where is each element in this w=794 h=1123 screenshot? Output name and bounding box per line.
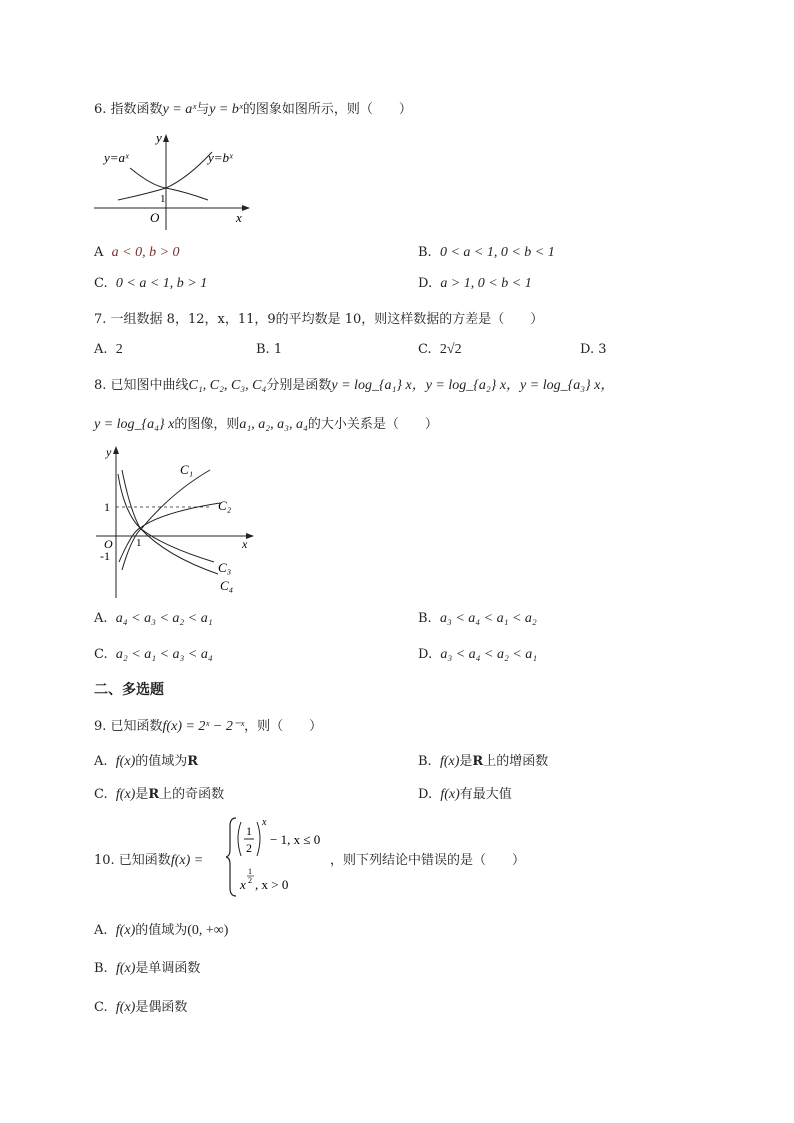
q10-case-2: , x > 0: [255, 877, 289, 892]
q10-case-1: − 1, x ≤ 0: [270, 832, 321, 847]
q6-y-label: y: [156, 130, 162, 145]
svg-text:1: 1: [246, 824, 252, 838]
q8-option-a-letter: A.: [94, 611, 108, 626]
q6-expr-a: y = aˣ: [162, 102, 197, 117]
q9-option-c-expr: f(x): [115, 787, 136, 802]
q9-option-c-set: R: [148, 787, 160, 802]
q8-one-y-label: 1: [104, 500, 110, 514]
q6-one-label: 1: [160, 193, 166, 205]
q9-option-b-set: R: [472, 754, 484, 769]
q8-label-c3: C₃: [218, 560, 232, 575]
q8-y-label: y: [106, 445, 112, 459]
q8-curve-c1: [122, 470, 210, 570]
q8-option-b-letter: B.: [418, 611, 432, 626]
q7-stem: 7. 一组数据 8，12，x，11，9的平均数是 10，则这样数据的方差是（ ）: [94, 312, 544, 327]
q8-label-c2: C₂: [218, 498, 232, 513]
q9-option-b-expr: f(x): [439, 754, 460, 769]
q6-option-d[interactable]: [418, 276, 532, 292]
q7-option-d-expr: 3: [598, 342, 607, 357]
q8-neg-one-label: -1: [100, 549, 110, 563]
q7-option-d[interactable]: [580, 342, 607, 357]
q9-option-c-letter: C.: [94, 787, 108, 802]
q6-expr-b: y = bˣ: [209, 102, 243, 117]
section-title: 二、多选题: [94, 682, 164, 698]
q6-option-c-expr: 0 < a < 1, b > 1: [115, 276, 208, 291]
svg-text:2: 2: [248, 876, 252, 885]
q6-option-c-letter: C.: [94, 276, 108, 291]
q9-stem: [94, 715, 322, 735]
q6-option-c[interactable]: [94, 276, 207, 292]
q8-option-d-letter: D.: [418, 647, 433, 662]
q8-one-x-label: 1: [136, 537, 142, 549]
q6-option-a-letter: A: [94, 245, 104, 260]
q6-origin-label: O: [150, 210, 160, 225]
q9-option-b-text2: 上的增函数: [483, 754, 549, 769]
q8-functions: y = log_{a₁} x，y = log_{a₂} x，y = log_{a₃} x，: [331, 378, 615, 393]
q8-text-2: 分别是函数: [266, 378, 332, 393]
q10-option-b-text: 是单调函数: [135, 961, 201, 976]
q8-option-b[interactable]: [418, 611, 537, 627]
q6-stem: [94, 98, 412, 118]
q9-option-a-text: 的值域为: [135, 754, 188, 769]
q8-text-1: 8. 已知图中曲线: [94, 378, 189, 393]
q9-option-d[interactable]: [418, 783, 512, 803]
q9-text-2: ，则（ ）: [244, 719, 323, 734]
q8-option-d[interactable]: [418, 647, 537, 663]
q8-stem-line-1: [94, 374, 614, 394]
q6-y-arrow-icon: [163, 134, 169, 142]
q10-paren-right-icon: [257, 822, 260, 856]
q10-brace-icon: [226, 818, 236, 896]
q10-paren-left-icon: [238, 822, 241, 856]
q7-option-a-letter: A.: [94, 342, 108, 357]
q6-stem-text-3: 的图象如图所示，则（ ）: [242, 102, 412, 117]
q6-stem-text-1: 指数函数: [110, 102, 163, 117]
q6-option-d-letter: D.: [418, 276, 433, 291]
q8-option-d-expr: a₃ < a₄ < a₂ < a₁: [440, 647, 538, 662]
q6-graph: [90, 128, 260, 236]
q8-graph: [92, 440, 264, 602]
q10-text-1: 10. 已知函数: [94, 853, 171, 868]
q8-curve-c2: [119, 503, 220, 562]
q10-piecewise: [226, 816, 328, 898]
q6-option-d-expr: a > 1, 0 < b < 1: [440, 276, 532, 291]
q6-option-a[interactable]: [94, 245, 180, 261]
q6-stem-text-2: 与: [196, 102, 210, 117]
q10-option-a-expr: f(x): [115, 923, 136, 938]
svg-text:2: 2: [246, 841, 252, 855]
q10-option-a-range: (0, +∞): [187, 923, 229, 938]
q6-option-b[interactable]: [418, 245, 555, 261]
svg-text:x: x: [262, 817, 267, 828]
q9-option-b[interactable]: [418, 750, 548, 770]
q6-x-label: x: [236, 210, 242, 225]
q6-number: 6.: [94, 102, 107, 117]
q10-option-b[interactable]: [94, 957, 200, 977]
q7-option-b-letter: B.: [256, 342, 270, 357]
q7-option-a-expr: 2: [115, 342, 123, 357]
q9-option-a-expr: f(x): [115, 754, 136, 769]
q8-option-b-expr: a₃ < a₄ < a₁ < a₂: [439, 611, 537, 626]
q8-option-a-expr: a₄ < a₃ < a₂ < a₁: [115, 611, 213, 626]
q10-option-c-text: 是偶函数: [135, 1000, 188, 1015]
q8-stem-line-2: [94, 413, 438, 433]
q6-label-a: y=aˣ: [104, 150, 129, 165]
q10-fx: f(x) =: [170, 853, 204, 868]
svg-text:1: 1: [248, 867, 252, 876]
q9-expr: f(x) = 2ˣ − 2⁻ˣ: [162, 719, 245, 734]
q8-label-c4: C₄: [220, 578, 234, 593]
q9-option-d-text: 有最大值: [459, 787, 512, 802]
q7-option-c-expr: 2√2: [439, 342, 462, 357]
q7-option-c[interactable]: [418, 342, 462, 358]
q6-option-a-expr: a < 0, b > 0: [111, 245, 180, 260]
q8-option-c-letter: C.: [94, 647, 108, 662]
q7-option-a[interactable]: [94, 342, 123, 358]
q7-option-d-letter: D.: [580, 342, 595, 357]
q8-curve-names: C₁, C₂, C₃, C₄: [188, 378, 267, 393]
q8-origin-label: O: [104, 537, 113, 551]
q10-option-c[interactable]: [94, 996, 187, 1016]
q9-option-b-text: 是: [459, 754, 473, 769]
q8-option-c-expr: a₂ < a₁ < a₃ < a₄: [115, 647, 213, 662]
q9-text-1: 9. 已知函数: [94, 719, 163, 734]
q10-option-a[interactable]: [94, 919, 228, 939]
q6-curve-a: [130, 168, 208, 200]
q10-option-b-letter: B.: [94, 961, 108, 976]
q6-label-b: y=bˣ: [208, 150, 233, 165]
q8-option-c[interactable]: [94, 647, 213, 663]
q8-text-3: 的图像，则: [174, 417, 240, 432]
q9-option-c-text2: 上的奇函数: [159, 787, 225, 802]
q9-option-d-letter: D.: [418, 787, 433, 802]
q8-x-label: x: [242, 537, 248, 551]
q8-text-4: 的大小关系是（ ）: [307, 417, 438, 432]
q9-option-d-expr: f(x): [440, 787, 460, 802]
q9-option-b-letter: B.: [418, 754, 432, 769]
q9-option-c[interactable]: [94, 783, 224, 803]
q7-option-b[interactable]: [256, 342, 282, 357]
q6-x-arrow-icon: [242, 205, 250, 211]
q8-label-c1: C₁: [180, 462, 194, 477]
q10-option-a-letter: A.: [94, 923, 108, 938]
q7-option-b-expr: 1: [273, 342, 283, 357]
q10-option-c-expr: f(x): [115, 1000, 136, 1015]
q9-option-a[interactable]: [94, 750, 198, 770]
q9-option-c-text: 是: [135, 787, 149, 802]
q10-option-c-letter: C.: [94, 1000, 108, 1015]
q6-option-b-expr: 0 < a < 1, 0 < b < 1: [439, 245, 555, 260]
q9-option-a-letter: A.: [94, 754, 108, 769]
q10-stem-tail: ，则下列结论中错误的是（ ）: [330, 853, 526, 868]
q8-option-a[interactable]: [94, 611, 213, 627]
q8-y-arrow-icon: [113, 446, 119, 454]
q8-function-4: y = log_{a₄} x: [94, 417, 175, 432]
q6-option-b-letter: B.: [418, 245, 432, 260]
q9-option-a-set: R: [187, 754, 199, 769]
q7-option-c-letter: C.: [418, 342, 432, 357]
q10-stem-label: [94, 849, 203, 869]
q10-option-a-text: 的值域为: [135, 923, 188, 938]
q8-bases: a₁, a₂, a₃, a₄: [239, 417, 308, 432]
svg-text:x: x: [240, 877, 246, 892]
q10-option-b-expr: f(x): [115, 961, 136, 976]
